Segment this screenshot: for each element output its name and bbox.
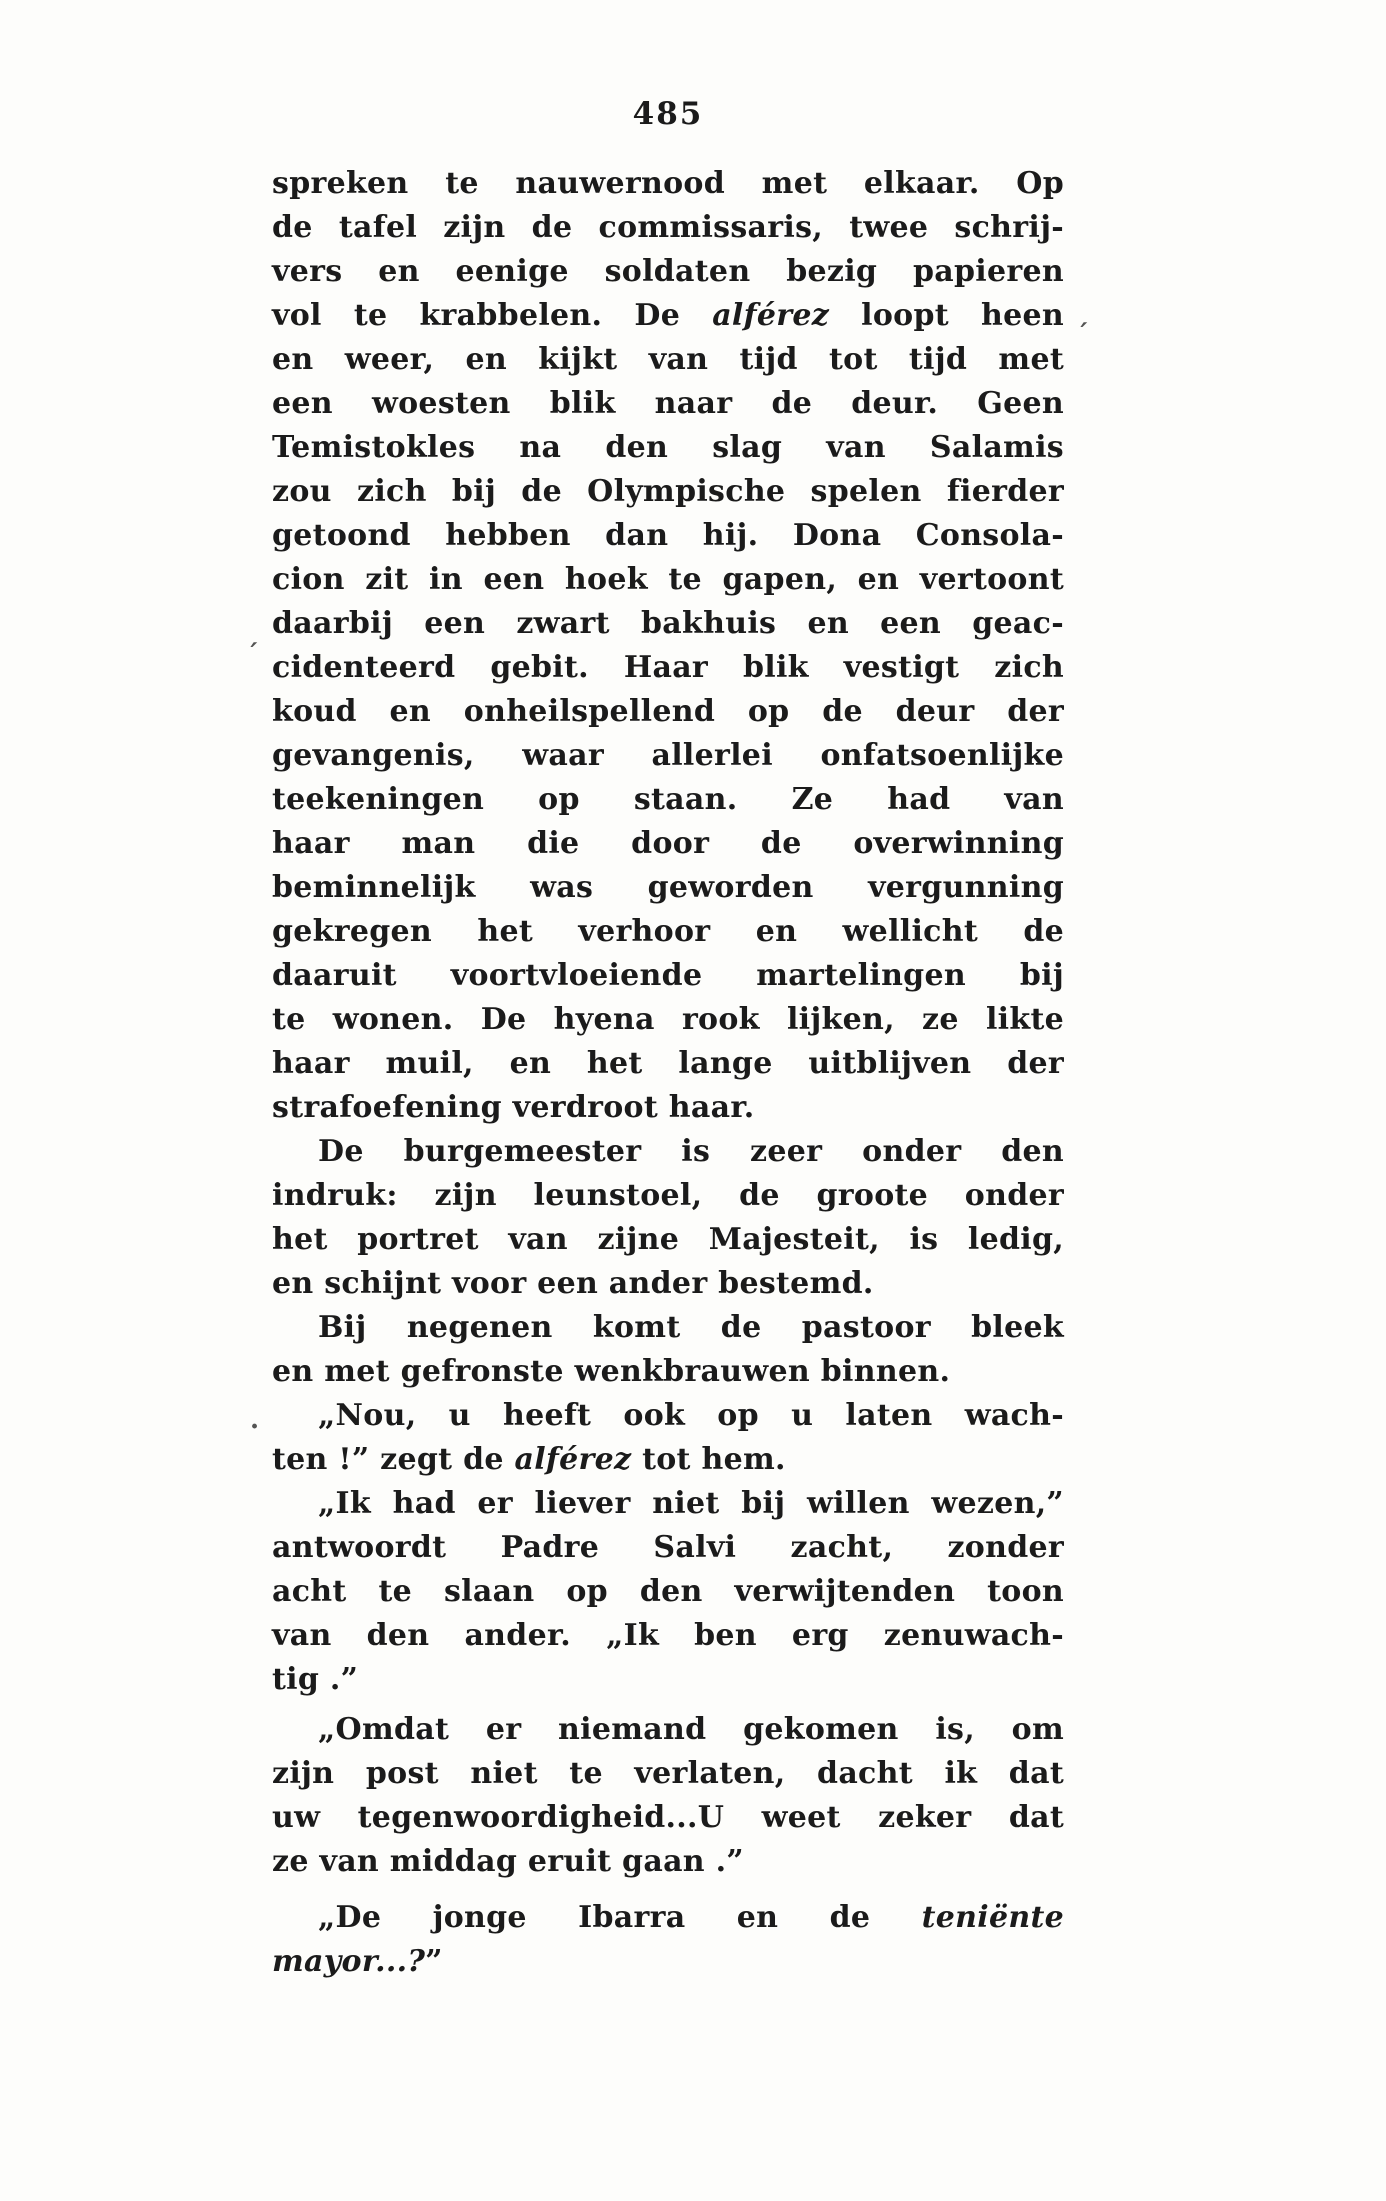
text-segment: „De jonge Ibarra en de	[318, 1900, 922, 1935]
text-line	[272, 426, 1064, 470]
text-line	[272, 162, 1064, 206]
text-line	[272, 1174, 1064, 1218]
text-segment: gevangenis, waar allerlei onfatsoenlijke	[272, 738, 1064, 773]
text-line	[272, 1130, 1064, 1174]
text-line	[272, 294, 1064, 338]
text-segment: acht te slaan op den verwijtenden toon	[272, 1574, 1064, 1609]
text-block	[272, 162, 1064, 1984]
text-line	[272, 1752, 1064, 1796]
text-segment: van den ander. „Ik ben erg zenuwach-	[272, 1618, 1064, 1653]
text-line	[272, 822, 1064, 866]
italic-text: alférez	[514, 1442, 632, 1477]
text-segment: cidenteerd gebit. Haar blik vestigt zich	[272, 650, 1064, 685]
text-segment: koud en onheilspellend op de deur der	[272, 694, 1064, 729]
print-artifact: ´	[1076, 320, 1089, 350]
text-line	[272, 602, 1064, 646]
text-segment: Temistokles na den slag van Salamis	[272, 430, 1064, 465]
text-segment: de tafel zijn de commissaris, twee schrij-	[272, 210, 1064, 245]
text-segment: het portret van zijne Majesteit, is ledig,	[272, 1222, 1064, 1257]
print-artifact: ·	[250, 1412, 260, 1442]
text-line	[272, 778, 1064, 822]
text-line	[272, 1940, 1064, 1984]
text-line	[272, 1570, 1064, 1614]
text-segment: tot hem.	[631, 1442, 786, 1477]
text-segment: uw tegenwoordigheid...U weet zeker dat	[272, 1800, 1064, 1835]
text-segment: en met gefronste wenkbrauwen binnen.	[272, 1354, 951, 1389]
text-line	[272, 1262, 1064, 1306]
text-segment: „Ik had er liever niet bij willen wezen,”	[318, 1486, 1064, 1521]
text-line	[272, 1218, 1064, 1262]
text-segment: getoond hebben dan hij. Dona Consola-	[272, 518, 1064, 553]
text-line	[272, 514, 1064, 558]
text-segment: te wonen. De hyena rook lijken, ze likte	[272, 1002, 1064, 1037]
text-line	[272, 1350, 1064, 1394]
text-line	[272, 866, 1064, 910]
text-segment: „Nou, u heeft ook op u laten wach-	[318, 1398, 1064, 1433]
text-segment: ten !” zegt de	[272, 1442, 515, 1477]
text-line	[272, 1896, 1064, 1940]
text-segment: en weer, en kijkt van tijd tot tijd met	[272, 342, 1064, 377]
text-segment: haar muil, en het lange uitblijven der	[272, 1046, 1064, 1081]
text-segment: strafoefening verdroot haar.	[272, 1090, 755, 1125]
italic-text: alférez	[712, 298, 830, 333]
print-artifact: ´	[246, 640, 259, 670]
text-line	[272, 1796, 1064, 1840]
text-segment: antwoordt Padre Salvi zacht, zonder	[272, 1530, 1064, 1565]
text-line	[272, 250, 1064, 294]
text-segment: teekeningen op staan. Ze had van	[272, 782, 1064, 817]
text-line	[272, 1086, 1064, 1130]
text-line	[272, 206, 1064, 250]
text-segment: indruk: zijn leunstoel, de groote onder	[272, 1178, 1064, 1213]
text-segment: daaruit voortvloeiende martelingen bij	[272, 958, 1064, 993]
text-segment: zijn post niet te verlaten, dacht ik dat	[272, 1756, 1064, 1791]
text-segment: en schijnt voor een ander bestemd.	[272, 1266, 874, 1301]
text-line	[272, 1708, 1064, 1752]
italic-text: mayor...?	[272, 1944, 426, 1979]
text-line	[272, 382, 1064, 426]
text-segment: daarbij een zwart bakhuis en een geac-	[272, 606, 1064, 641]
page-number: 485	[632, 96, 704, 132]
text-line	[272, 1438, 1064, 1482]
text-line	[272, 1840, 1064, 1884]
text-line	[272, 1614, 1064, 1658]
text-segment: Bij negenen komt de pastoor bleek	[318, 1310, 1064, 1345]
text-segment: cion zit in een hoek te gapen, en vertoont	[272, 562, 1064, 597]
text-line	[272, 954, 1064, 998]
text-segment: een woesten blik naar de deur. Geen	[272, 386, 1064, 421]
text-line	[272, 470, 1064, 514]
text-line	[272, 558, 1064, 602]
text-segment: loopt heen	[829, 298, 1064, 333]
text-line	[272, 338, 1064, 382]
text-segment: beminnelijk was geworden vergunning	[272, 870, 1064, 905]
text-line	[272, 1482, 1064, 1526]
text-line	[272, 1526, 1064, 1570]
text-line	[272, 1042, 1064, 1086]
text-segment: „Omdat er niemand gekomen is, om	[318, 1712, 1064, 1747]
text-line	[272, 1394, 1064, 1438]
text-segment: ”	[425, 1944, 443, 1979]
text-line	[272, 734, 1064, 778]
text-line	[272, 646, 1064, 690]
text-segment: ze van middag eruit gaan .”	[272, 1844, 744, 1879]
text-line	[272, 1306, 1064, 1350]
text-segment: gekregen het verhoor en wellicht de	[272, 914, 1064, 949]
text-segment: vol te krabbelen. De	[272, 298, 713, 333]
italic-text: teniënte	[921, 1900, 1064, 1935]
text-line	[272, 690, 1064, 734]
text-segment: vers en eenige soldaten bezig papieren	[272, 254, 1064, 289]
text-segment: spreken te nauwernood met elkaar. Op	[272, 166, 1064, 201]
text-segment: De burgemeester is zeer onder den	[318, 1134, 1064, 1169]
text-line	[272, 1658, 1064, 1702]
text-line	[272, 910, 1064, 954]
text-line	[272, 998, 1064, 1042]
text-segment: haar man die door de overwinning	[272, 826, 1064, 861]
text-segment: tig .”	[272, 1662, 359, 1697]
text-segment: zou zich bij de Olympische spelen fierder	[272, 474, 1064, 509]
